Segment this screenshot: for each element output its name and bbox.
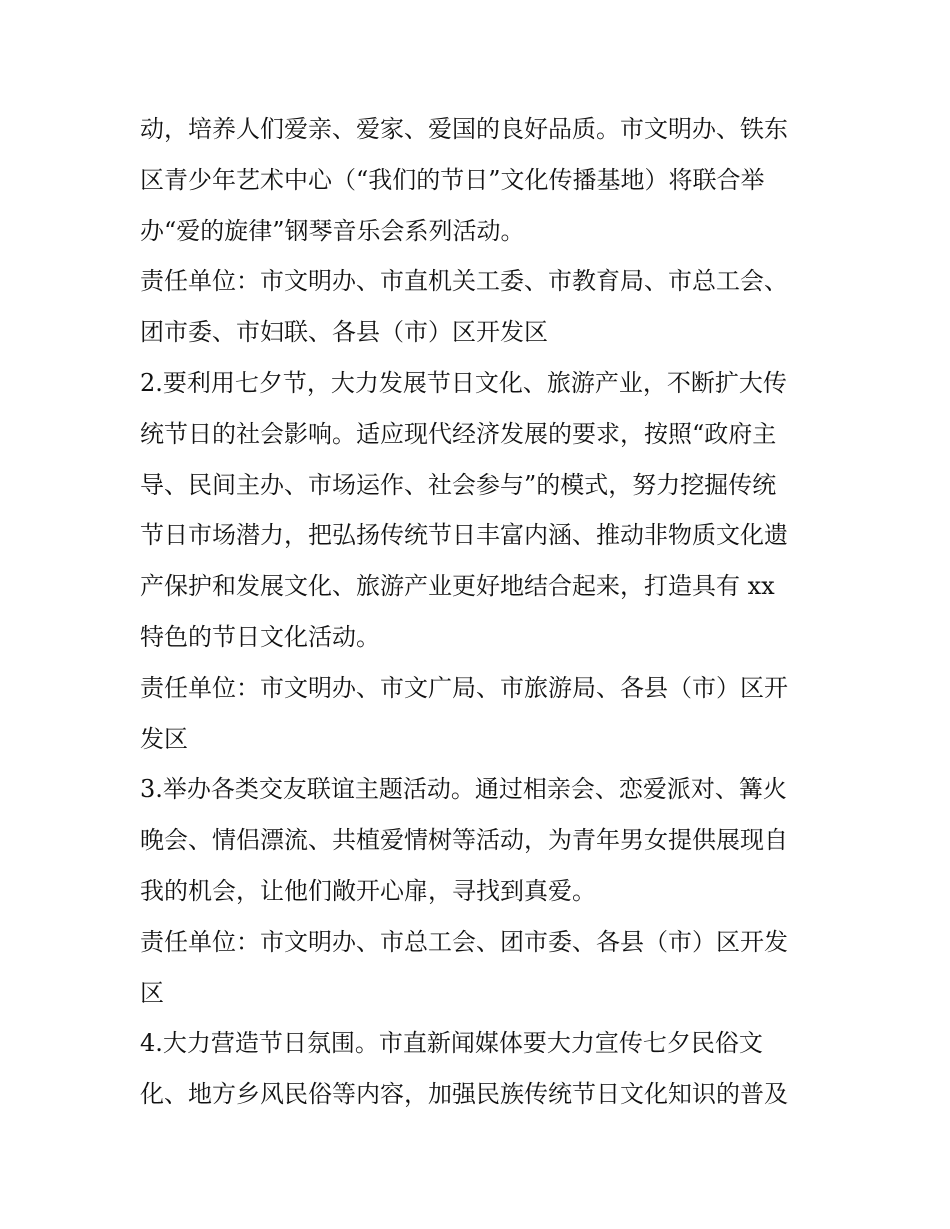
paragraph-item-4 (140, 1018, 820, 1120)
paragraph-item-3 (140, 764, 820, 916)
text-line: 节日市场潜力，把弘扬传统节日丰富内涵、推动非物质文化遗 (140, 521, 788, 550)
document-page (140, 104, 820, 1120)
text-line: 发区 (140, 724, 188, 753)
paragraph-intro-continuation (140, 104, 820, 256)
text-line: 办“爱的旋律”钢琴音乐会系列活动。 (140, 216, 525, 245)
text-line: 动，培养人们爱亲、爱家、爱国的良好品质。市文明办、铁东 (140, 115, 788, 143)
paragraph-item-2 (140, 358, 820, 663)
paragraph-responsibility-3 (140, 917, 820, 1019)
text-line: 我的机会，让他们敞开心扉，寻找到真爱。 (140, 876, 596, 905)
text-line: 责任单位：市文明办、市文广局、市旅游局、各县（市）区开 (140, 673, 788, 702)
text-line: 导、民间主办、市场运作、社会参与”的模式，努力挖掘传统 (140, 470, 777, 499)
text-line: 产保护和发展文化、旅游产业更好地结合起来，打造具有 xx (140, 572, 775, 601)
text-line: 责任单位：市文明办、市总工会、团市委、各县（市）区开发 (140, 927, 788, 956)
text-line: 特色的节日文化活动。 (140, 622, 380, 651)
text-line: 化、地方乡风民俗等内容，加强民族传统节日文化知识的普及 (140, 1080, 788, 1109)
text-line: 区 (140, 978, 164, 1007)
text-line: 4.大力营造节日氛围。市直新闻媒体要大力宣传七夕民俗文 (140, 1029, 763, 1058)
text-line: 区青少年艺术中心（“我们的节日”文化传播基地）将联合举 (140, 165, 765, 194)
text-line: 责任单位：市文明办、市直机关工委、市教育局、市总工会、 (140, 267, 788, 296)
text-line: 3.举办各类交友联谊主题活动。通过相亲会、恋爱派对、篝火 (140, 775, 787, 804)
paragraph-responsibility-2 (140, 663, 820, 765)
text-line: 团市委、市妇联、各县（市）区开发区 (140, 318, 548, 347)
text-line: 统节日的社会影响。适应现代经济发展的要求，按照“政府主 (140, 419, 777, 448)
paragraph-responsibility-1 (140, 256, 820, 358)
text-line: 晚会、情侣漂流、共植爱情树等活动，为青年男女提供展现自 (140, 826, 788, 855)
text-line: 2.要利用七夕节，大力发展节日文化、旅游产业，不断扩大传 (140, 368, 787, 397)
